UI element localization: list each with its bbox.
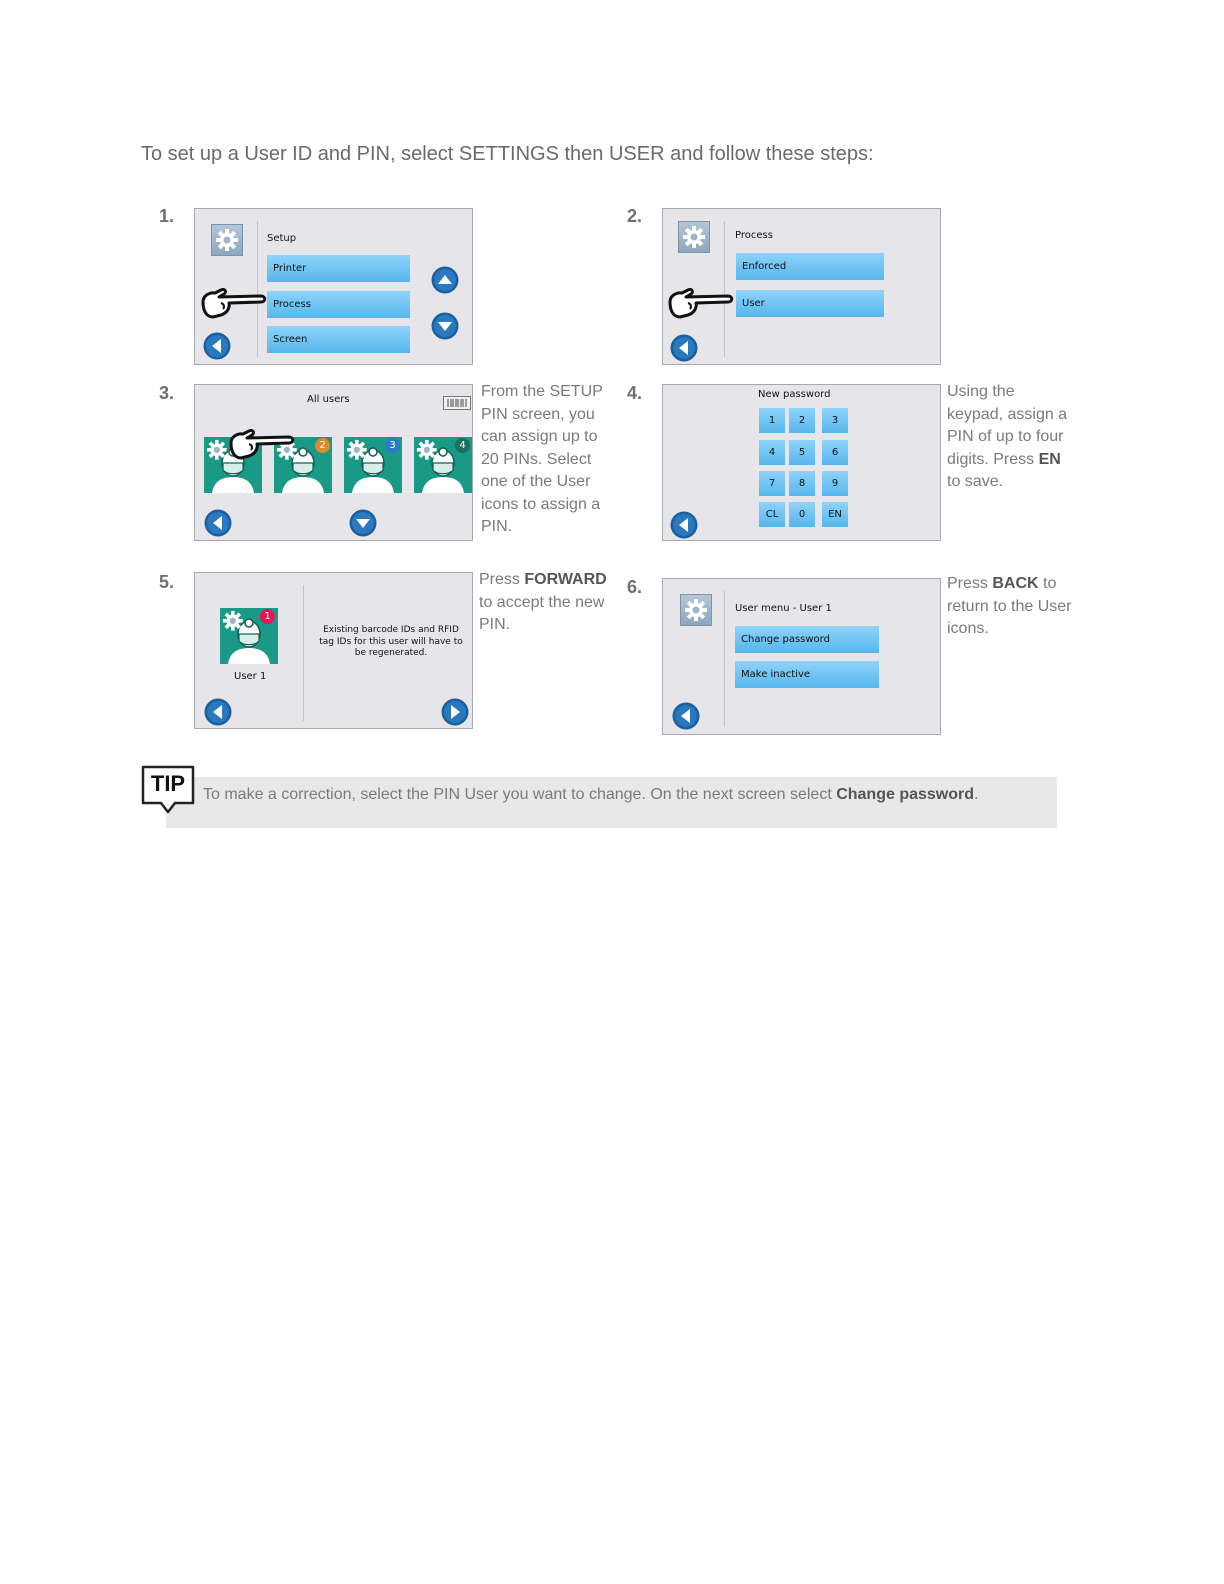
divider xyxy=(724,591,725,727)
user-number-badge: 2 xyxy=(315,438,330,453)
user-number-badge: 1 xyxy=(260,609,275,624)
keypad-key-enter[interactable]: EN xyxy=(822,502,848,527)
back-arrow-icon[interactable] xyxy=(672,702,700,730)
back-arrow-icon[interactable] xyxy=(204,698,232,726)
step-number: 2. xyxy=(627,206,643,226)
keypad-key-2[interactable]: 2 xyxy=(789,408,815,433)
tip-label: TIP xyxy=(150,771,186,796)
intro-heading: To set up a User ID and PIN, select SETTINGS then USER and follow these steps: xyxy=(141,143,874,165)
tip-text: To make a correction, select the PIN User you want to change. On the next screen select Change password. xyxy=(203,786,979,803)
step-5-description: Press FORWARD to accept the new PIN. xyxy=(479,571,607,633)
user-label: User 1 xyxy=(234,671,267,682)
menu-item-make-inactive[interactable]: Make inactive xyxy=(735,661,879,688)
keypad-key-0[interactable]: 0 xyxy=(789,502,815,527)
scroll-down-icon[interactable] xyxy=(349,509,377,537)
menu-item-process[interactable]: Process xyxy=(267,291,410,318)
screen-title: Process xyxy=(735,230,773,241)
scroll-down-icon[interactable] xyxy=(431,312,459,340)
keypad-key-6[interactable]: 6 xyxy=(822,440,848,465)
step-3-screen xyxy=(194,384,473,541)
keypad-key-5[interactable]: 5 xyxy=(789,440,815,465)
step-6-description: Press BACK to return to the User icons. xyxy=(947,575,1072,637)
step-number: 3. xyxy=(159,383,175,403)
menu-item-change-password[interactable]: Change password xyxy=(735,626,879,653)
back-arrow-icon[interactable] xyxy=(204,509,232,537)
screen-title: New password xyxy=(758,389,831,400)
step-5-screen xyxy=(194,572,473,729)
keypad-key-clear[interactable]: CL xyxy=(759,502,785,527)
step-3-description: From the SETUP PIN screen, you can assign up to 20 PINs. Select one of the User icons to assign a PIN. xyxy=(481,383,603,535)
back-arrow-icon[interactable] xyxy=(670,511,698,539)
settings-gear-icon[interactable] xyxy=(678,221,710,253)
screen-title: Setup xyxy=(267,233,297,244)
step-number: 1. xyxy=(159,206,175,226)
keypad-key-8[interactable]: 8 xyxy=(789,471,815,496)
back-arrow-icon[interactable] xyxy=(203,332,231,360)
screen-title: User menu - User 1 xyxy=(735,603,832,614)
menu-item-printer[interactable]: Printer xyxy=(267,255,410,282)
settings-gear-icon[interactable] xyxy=(680,594,712,626)
step-number: 4. xyxy=(627,383,643,403)
step-2-screen xyxy=(662,208,941,365)
pointing-hand-icon xyxy=(199,286,269,322)
scroll-up-icon[interactable] xyxy=(431,266,459,294)
step-6-screen xyxy=(662,578,941,735)
back-arrow-icon[interactable] xyxy=(670,334,698,362)
step-number: 6. xyxy=(627,577,643,597)
keypad-key-4[interactable]: 4 xyxy=(759,440,785,465)
user-number-badge: 4 xyxy=(455,438,470,453)
forward-arrow-icon[interactable] xyxy=(441,698,469,726)
step-number: 5. xyxy=(159,572,175,592)
step-4-screen xyxy=(662,384,941,541)
pointing-hand-icon xyxy=(666,286,736,322)
menu-item-user[interactable]: User xyxy=(736,290,884,317)
keypad-key-3[interactable]: 3 xyxy=(822,408,848,433)
step-4-description: Using the keypad, assign a PIN of up to four digits. Press EN to save. xyxy=(947,383,1068,490)
barcode-icon[interactable] xyxy=(443,396,471,410)
menu-item-screen[interactable]: Screen xyxy=(267,326,410,353)
regenerate-warning: Existing barcode IDs and RFID tag IDs for this user will have to be regenerated. xyxy=(319,625,463,658)
pointing-hand-icon xyxy=(227,427,297,463)
keypad-key-7[interactable]: 7 xyxy=(759,471,785,496)
user-number-badge: 3 xyxy=(385,438,400,453)
menu-item-enforced[interactable]: Enforced xyxy=(736,253,884,280)
divider xyxy=(303,585,304,721)
settings-gear-icon[interactable] xyxy=(211,224,243,256)
screen-title: All users xyxy=(307,394,350,405)
keypad-key-9[interactable]: 9 xyxy=(822,471,848,496)
keypad-key-1[interactable]: 1 xyxy=(759,408,785,433)
step-1-screen xyxy=(194,208,473,365)
